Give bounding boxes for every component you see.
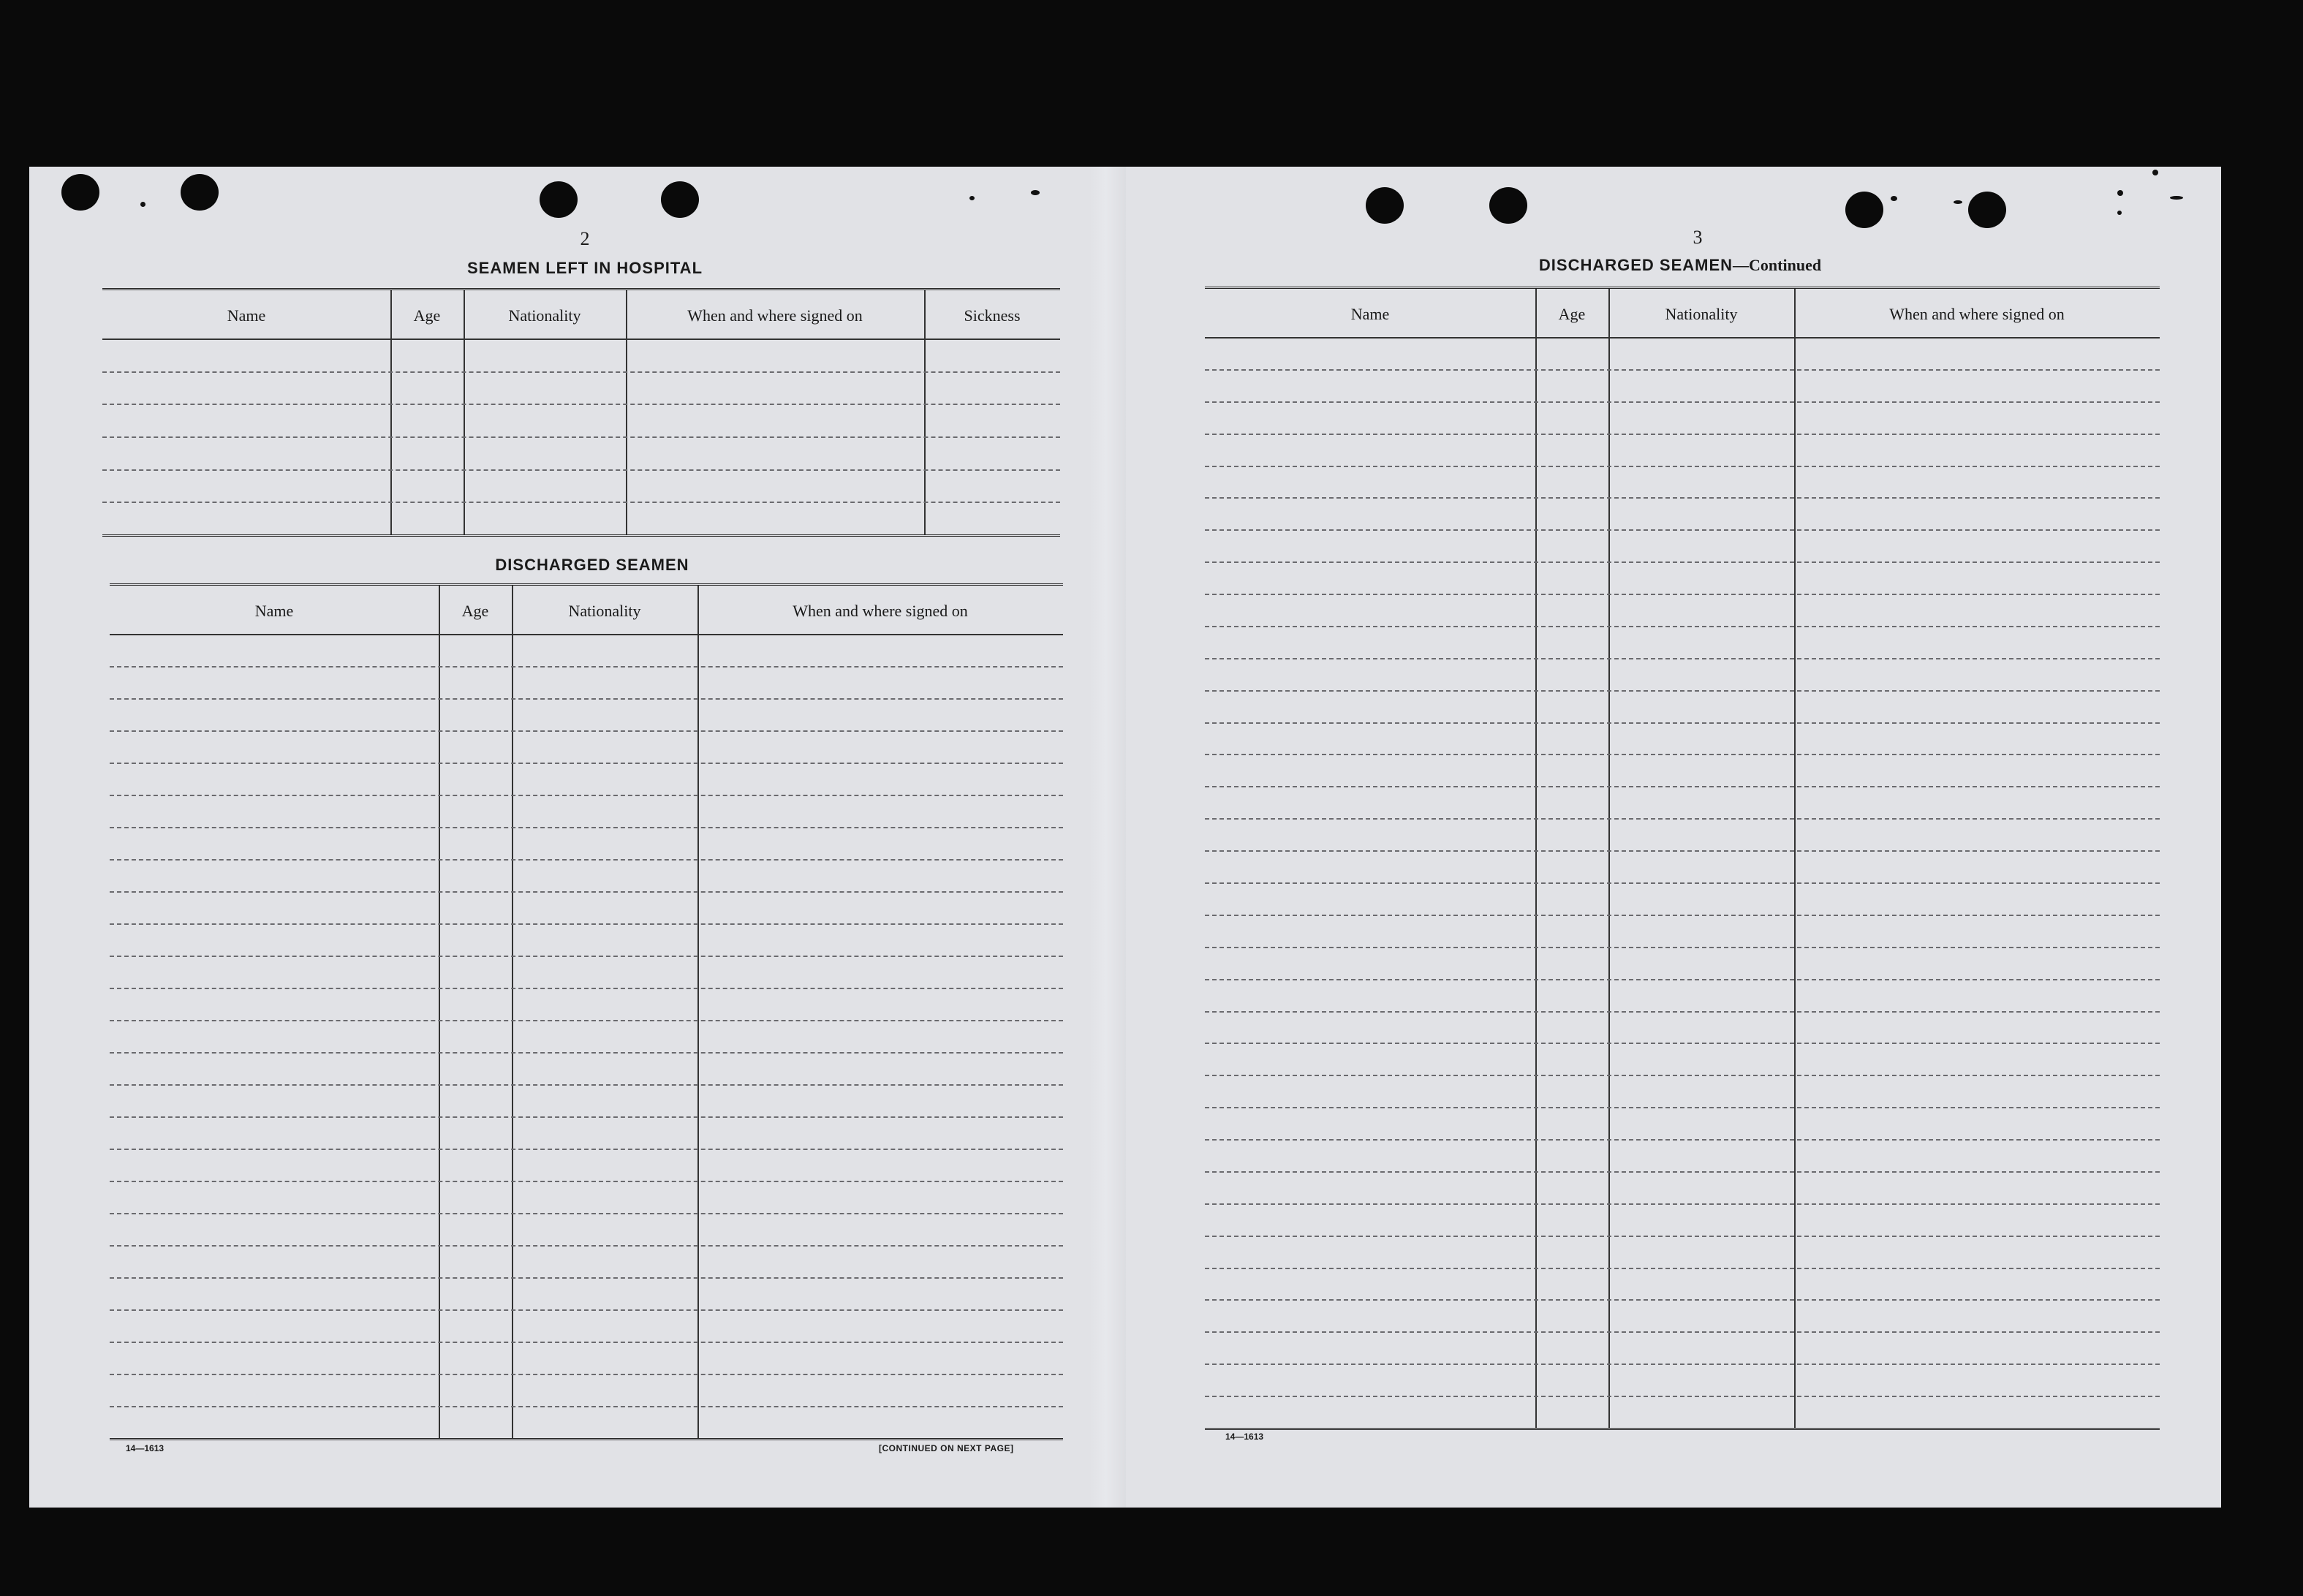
table-row-rule [1205, 497, 2160, 499]
punch-hole [1845, 192, 1883, 228]
table-row-rule [1205, 434, 2160, 435]
hospital-table-header [102, 290, 1060, 340]
punch-hole [1489, 187, 1527, 224]
ink-speck [140, 202, 145, 207]
col-header-age: Age [461, 602, 489, 620]
ink-speck [2170, 196, 2183, 200]
table-row-rule [1205, 690, 2160, 692]
col-header-sickness: Sickness [964, 306, 1021, 325]
col-header-signed-on: When and where signed on [793, 602, 968, 620]
ink-speck [2152, 170, 2158, 175]
page-number-right: 3 [1693, 227, 1703, 248]
table-row-rule [110, 1149, 1063, 1150]
table-row-rule [1205, 1331, 2160, 1333]
form-code-left: 14—1613 [126, 1443, 164, 1453]
col-header-name: Name [227, 306, 266, 325]
table-row-rule [1205, 626, 2160, 627]
table-row-rule [110, 1181, 1063, 1182]
column-divider [1608, 289, 1610, 1428]
discharged-table-right-header [1205, 289, 2160, 339]
table-row-rule [110, 698, 1063, 700]
ink-speck [2117, 211, 2122, 215]
continued-note: [CONTINUED ON NEXT PAGE] [879, 1443, 1014, 1453]
table-row-rule [102, 436, 1060, 438]
discharged-table-right [1205, 287, 2160, 1430]
column-divider [924, 290, 926, 534]
table-row-rule [1205, 1203, 2160, 1205]
discharged-continued-title-main: DISCHARGED SEAMEN [1538, 256, 1733, 274]
table-row-rule [110, 1245, 1063, 1247]
table-row-rule [102, 371, 1060, 373]
table-row-rule [1205, 722, 2160, 724]
table-row-rule [1205, 529, 2160, 531]
table-row-rule [1205, 561, 2160, 563]
col-header-age: Age [413, 306, 441, 325]
ink-speck [969, 196, 975, 200]
table-row-rule [110, 1084, 1063, 1086]
table-row-rule [102, 404, 1060, 405]
table-row-rule [110, 1309, 1063, 1311]
table-row-rule [110, 666, 1063, 667]
hospital-section-title: SEAMEN LEFT IN HOSPITAL [466, 259, 703, 277]
table-row-rule [1205, 786, 2160, 787]
table-row-rule [1205, 1043, 2160, 1044]
ink-speck [2117, 190, 2123, 196]
table-row-rule [110, 1406, 1063, 1407]
table-row-rule [1205, 594, 2160, 595]
table-row-rule [1205, 1107, 2160, 1108]
col-header-nationality: Nationality [1665, 305, 1738, 323]
discharged-continued-title-suffix: —Continued [1733, 256, 1822, 274]
table-row-rule [110, 827, 1063, 828]
page-number-left: 2 [580, 228, 590, 249]
col-header-name: Name [1350, 305, 1390, 323]
column-divider [464, 290, 465, 534]
table-row-rule [110, 1342, 1063, 1343]
table-row-rule [110, 859, 1063, 861]
table-row-rule [1205, 1139, 2160, 1141]
table-row-rule [110, 763, 1063, 764]
table-row-rule [102, 502, 1060, 503]
table-row-rule [110, 1020, 1063, 1021]
col-header-age: Age [1558, 305, 1586, 323]
table-row-rule [1205, 850, 2160, 852]
hospital-table [102, 288, 1060, 537]
table-row-rule [1205, 1171, 2160, 1173]
table-row-rule [110, 988, 1063, 989]
table-row-rule [1205, 754, 2160, 755]
table-row-rule [1205, 1011, 2160, 1013]
column-divider [1794, 289, 1796, 1428]
punch-hole [1366, 187, 1404, 224]
table-row-rule [1205, 1299, 2160, 1301]
table-row-rule [110, 730, 1063, 732]
discharged-continued-title [1205, 256, 2155, 275]
column-divider [390, 290, 392, 534]
table-row-rule [1205, 1075, 2160, 1076]
discharged-table-left [110, 583, 1063, 1440]
table-row-rule [1205, 1396, 2160, 1397]
table-row-rule [1205, 369, 2160, 371]
table-row-rule [110, 1213, 1063, 1214]
punch-hole [661, 181, 699, 218]
table-row-rule [110, 891, 1063, 893]
ink-speck [1954, 200, 1962, 204]
page-spine [1089, 167, 1126, 1508]
table-row-rule [1205, 1268, 2160, 1269]
table-row-rule [110, 956, 1063, 957]
punch-hole [181, 174, 219, 211]
table-row-rule [1205, 882, 2160, 884]
table-row-rule [1205, 466, 2160, 467]
table-row-rule [110, 923, 1063, 925]
table-row-rule [1205, 658, 2160, 659]
col-header-nationality: Nationality [508, 306, 581, 325]
table-row-rule [110, 1052, 1063, 1054]
discharged-table-left-header [110, 586, 1063, 635]
col-header-name: Name [254, 602, 294, 620]
table-row-rule [1205, 401, 2160, 403]
col-header-nationality: Nationality [568, 602, 641, 620]
table-row-rule [110, 1374, 1063, 1375]
table-row-rule [1205, 947, 2160, 948]
table-row-rule [1205, 818, 2160, 820]
ink-speck [1891, 196, 1897, 201]
table-row-rule [1205, 979, 2160, 980]
col-header-signed-on: When and where signed on [1889, 305, 2065, 323]
table-row-rule [1205, 1364, 2160, 1365]
table-row-rule [102, 469, 1060, 471]
table-row-rule [1205, 915, 2160, 916]
column-divider [626, 290, 627, 534]
col-header-signed-on: When and where signed on [687, 306, 863, 325]
form-code-right: 14—1613 [1225, 1432, 1264, 1442]
column-divider [1535, 289, 1537, 1428]
ink-speck [1031, 190, 1040, 195]
table-row-rule [110, 1116, 1063, 1118]
table-row-rule [1205, 1236, 2160, 1237]
table-row-rule [110, 795, 1063, 796]
table-row-rule [110, 1277, 1063, 1279]
punch-hole [540, 181, 578, 218]
punch-hole [61, 174, 99, 211]
discharged-section-title: DISCHARGED SEAMEN [495, 556, 689, 574]
punch-hole [1968, 192, 2006, 228]
